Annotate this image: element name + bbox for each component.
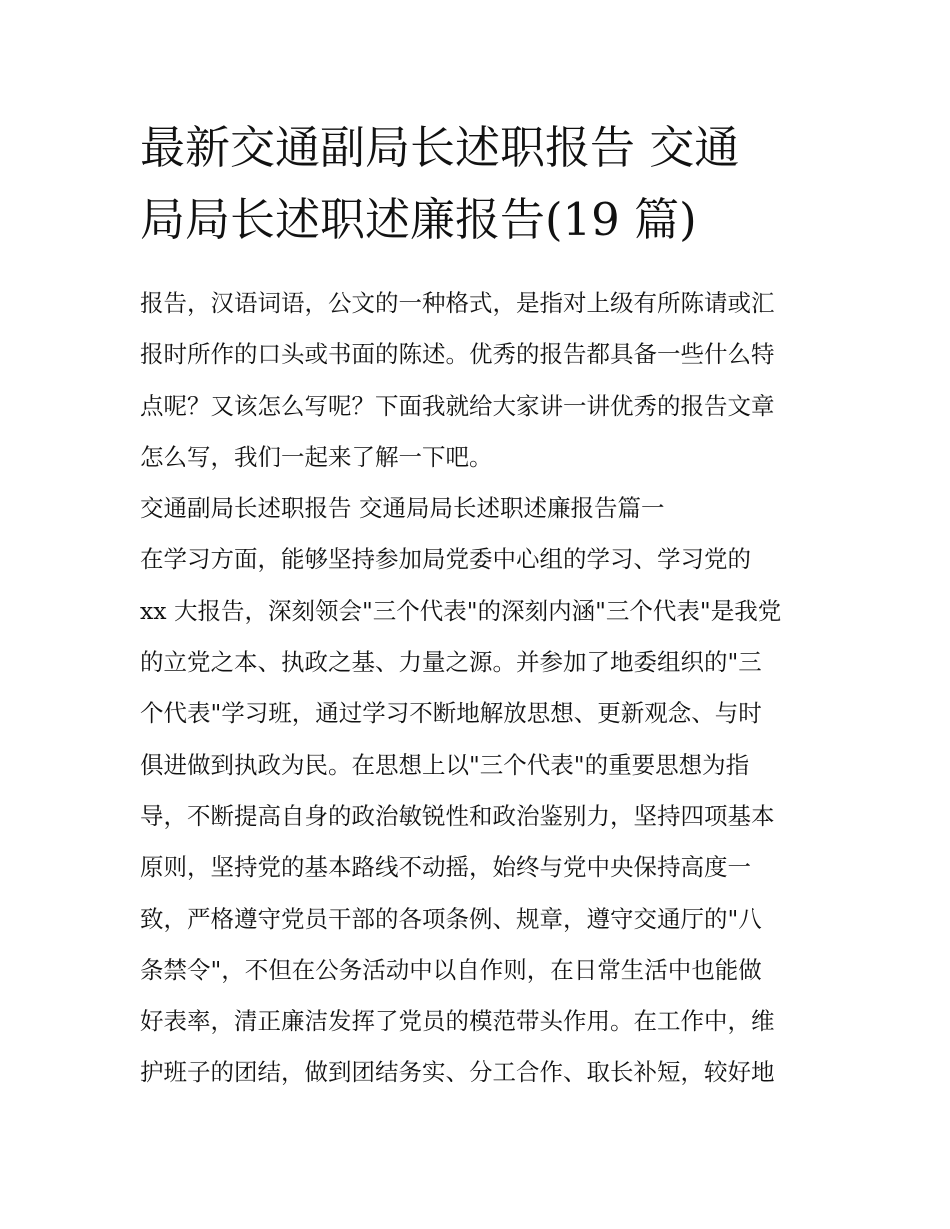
section-heading: 交通副局长述职报告 交通局局长述职述廉报告篇一	[140, 494, 665, 523]
body-line: 俱进做到执政为民。在思想上以"三个代表"的重要思想为指	[140, 750, 750, 779]
title-line-2: 局局长述职述廉报告(19 篇)	[140, 193, 697, 246]
body-line: 护班子的团结，做到团结务实、分工合作、取长补短，较好地	[140, 1058, 775, 1087]
body-line: 致，严格遵守党员干部的各项条例、规章，遵守交通厅的"八	[140, 904, 762, 933]
body-line: 的立党之本、执政之基、力量之源。并参加了地委组织的"三	[140, 648, 762, 677]
intro-line: 点呢？又该怎么写呢？下面我就给大家讲一讲优秀的报告文章	[140, 391, 775, 420]
body-line: 在学习方面，能够坚持参加局党委中心组的学习、学习党的	[140, 545, 751, 574]
body-line: xx 大报告，深刻领会"三个代表"的深刻内涵"三个代表"是我党	[140, 596, 782, 625]
document-title	[140, 112, 820, 256]
intro-line: 怎么写，我们一起来了解一下吧。	[140, 442, 493, 471]
intro-line: 报告，汉语词语，公文的一种格式，是指对上级有所陈请或汇	[140, 289, 775, 317]
title-line-1: 最新交通副局长述职报告 交通	[140, 121, 740, 174]
intro-line: 报时所作的口头或书面的陈述。优秀的报告都具备一些什么特	[140, 340, 775, 369]
body-line: 个代表"学习班，通过学习不断地解放思想、更新观念、与时	[140, 699, 762, 728]
body-line: 条禁令"，不但在公务活动中以自作则，在日常生活中也能做	[140, 955, 762, 984]
body-line: 好表率，清正廉洁发挥了党员的模范带头作用。在工作中，维	[140, 1007, 775, 1036]
body-line: 原则，坚持党的基本路线不动摇，始终与党中央保持高度一	[140, 853, 751, 882]
body-line: 导，不断提高自身的政治敏锐性和政治鉴别力，坚持四项基本	[140, 801, 775, 830]
document-body	[140, 278, 830, 1099]
